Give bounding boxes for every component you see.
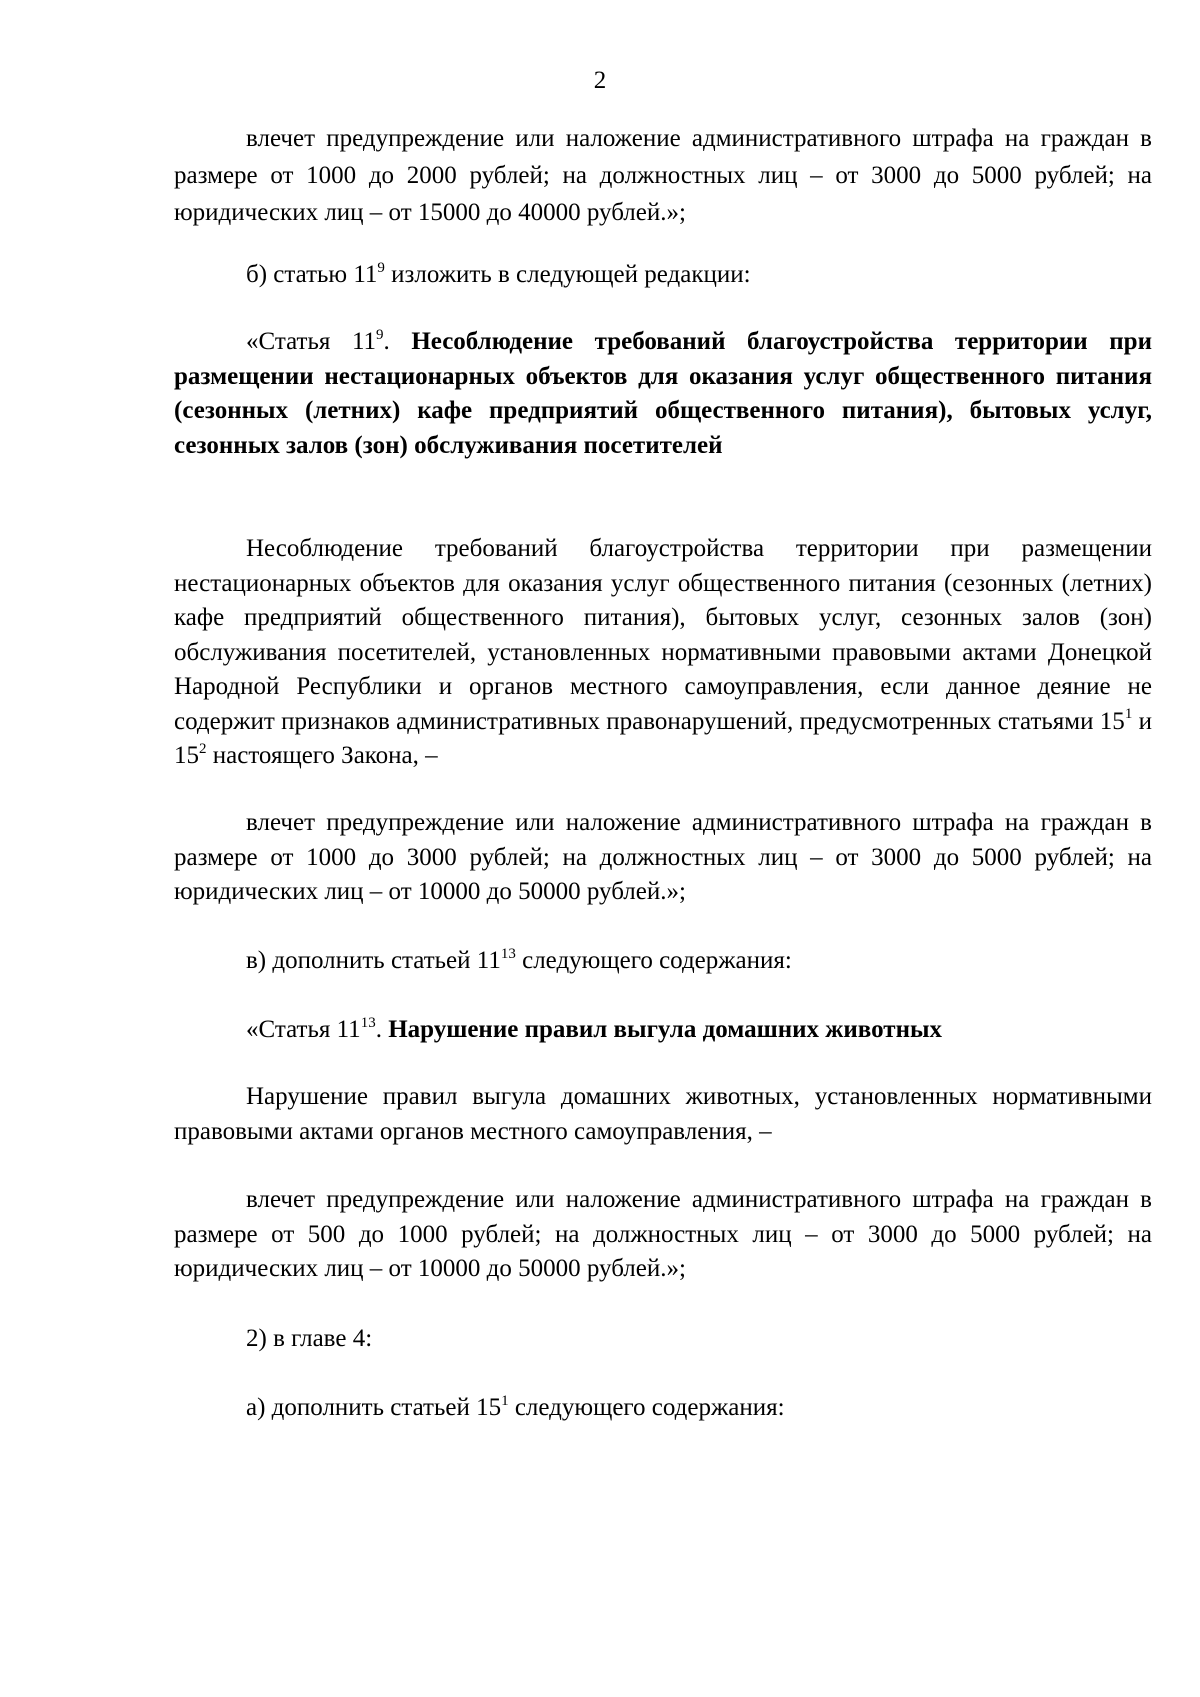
- paragraph-add-11-13: [174, 942, 1152, 979]
- article-11-9-heading: [174, 325, 1152, 463]
- text-fragment: в) дополнить статьей 11: [246, 947, 501, 974]
- paragraph-article-11-9-body: [174, 532, 1152, 774]
- text-fragment: следующего содержания:: [515, 947, 792, 974]
- paragraph-add-15-1: [174, 1389, 1152, 1426]
- text-fragment: следующего содержания:: [508, 1394, 785, 1421]
- text-fragment: .: [383, 328, 412, 355]
- superscript: 2: [199, 740, 207, 757]
- text-fragment: и 15: [174, 707, 1152, 769]
- paragraph-chapter-4: 2) в главе 4:: [246, 1325, 373, 1352]
- text-fragment: изложить в следующей редакции:: [384, 261, 751, 288]
- text-fragment: а) дополнить статьей 15: [246, 1394, 502, 1421]
- article-title: Несоблюдение требований благоустройства территории при размещении нестационарных объектов для оказания услуг общественного питания (сезонных (летних) кафе предприятий общественного питания), бытовых услуг, сезонных залов (зон) обслуживания посетителей: [174, 328, 1152, 459]
- superscript: 13: [500, 945, 516, 962]
- superscript: 9: [377, 259, 385, 276]
- paragraph-penalty-1: влечет предупреждение или наложение административного штрафа на граждан в размере от 1000 до 2000 рублей; на должностных лиц – от 3000 до 5000 рублей; на юридических лиц – от 15000 до 40000 рублей.»;: [174, 125, 1152, 226]
- page-number: 2: [593, 67, 607, 94]
- paragraph-penalty-3: влечет предупреждение или наложение административного штрафа на граждан в размере от 500 до 1000 рублей; на должностных лиц – от 3000 до 5000 рублей; на юридических лиц – от 10000 до 50000 рублей.»;: [174, 1186, 1152, 1282]
- article-label: «Статья 11: [246, 328, 377, 355]
- paragraph-amend-11-9: [174, 256, 1152, 293]
- article-11-13-heading: [174, 1011, 1152, 1048]
- text-fragment: б) статью 11: [246, 261, 378, 288]
- superscript: 9: [376, 326, 384, 343]
- superscript: 1: [501, 1392, 509, 1409]
- paragraph-penalty-2: влечет предупреждение или наложение административного штрафа на граждан в размере от 1000 до 3000 рублей; на должностных лиц – от 3000 до 5000 рублей; на юридических лиц – от 10000 до 50000 рублей.»;: [174, 809, 1152, 905]
- article-title: Нарушение правил выгула домашних животных: [388, 1016, 943, 1043]
- paragraph-article-11-13-body: Нарушение правил выгула домашних животных, установленных нормативными правовыми актами органов местного самоуправления, –: [174, 1083, 1152, 1145]
- text-fragment: настоящего Закона, –: [206, 742, 438, 769]
- superscript: 13: [360, 1014, 376, 1031]
- article-label: «Статья 11: [246, 1016, 361, 1043]
- text-fragment: Несоблюдение требований благоустройства территории при размещении нестационарных объектов для оказания услуг общественного питания (сезонных (летних) кафе предприятий общественного питания), бытовых услуг, сезонных залов (зон) обслуживания посетителей, установленных нормативными правовыми актами Донецкой Народной Республики и органов местного самоуправления, если данное деяние не содержит признаков административных правонарушений, предусмотренных статьями 15: [174, 535, 1152, 735]
- text-fragment: .: [375, 1016, 389, 1043]
- superscript: 1: [1124, 706, 1133, 723]
